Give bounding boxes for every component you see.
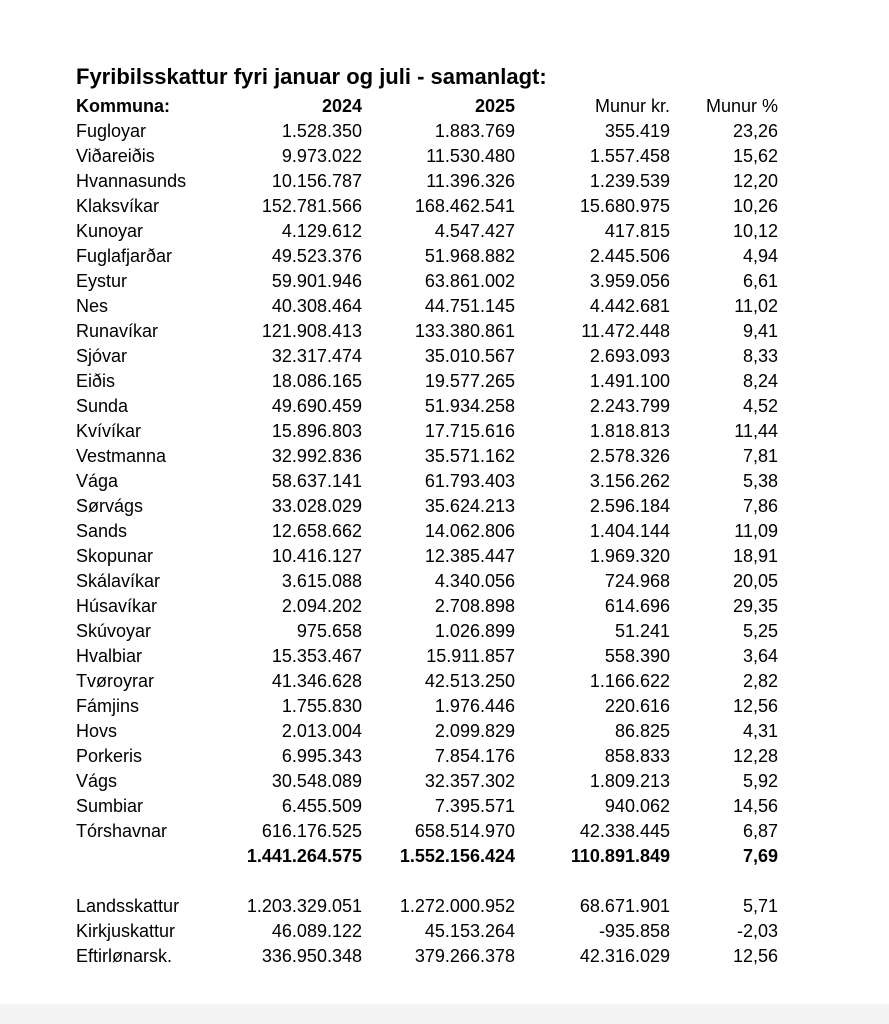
table-row <box>76 369 778 394</box>
value-2024-cell: 32.992.836 <box>271 446 362 466</box>
diff-kr-cell: 1.166.622 <box>589 671 670 691</box>
diff-kr-cell: 1.969.320 <box>589 546 670 566</box>
value-2025-cell: 35.571.162 <box>424 446 515 466</box>
diff-kr-cell: -935.858 <box>598 921 670 941</box>
value-2024-cell: 46.089.122 <box>271 921 362 941</box>
municipality-cell: Hovs <box>76 721 118 741</box>
value-2024-cell: 15.896.803 <box>271 421 362 441</box>
total-row <box>76 844 778 869</box>
header-diff-kr: Munur kr. <box>594 96 670 116</box>
value-2024-cell: 30.548.089 <box>271 771 362 791</box>
value-2025-cell: 45.153.264 <box>424 921 515 941</box>
diff-kr-cell: 11.472.448 <box>581 321 670 341</box>
municipality-cell: Kirkjuskattur <box>76 921 176 941</box>
diff-kr-cell: 724.968 <box>604 571 670 591</box>
diff-kr-cell: 355.419 <box>604 121 670 141</box>
municipality-cell: Húsavíkar <box>76 596 158 616</box>
value-2024-cell: 1.441.264.575 <box>246 846 362 866</box>
diff-pct-cell: 8,33 <box>742 346 778 366</box>
municipality-cell: Sjóvar <box>76 346 128 366</box>
value-2025-cell: 1.552.156.424 <box>399 846 515 866</box>
municipality-cell: Nes <box>76 296 109 316</box>
value-2025-cell: 7.395.571 <box>434 796 515 816</box>
diff-pct-cell: 4,52 <box>742 396 778 416</box>
value-2025-cell: 51.934.258 <box>424 396 515 416</box>
diff-pct-cell: 18,91 <box>732 546 778 566</box>
value-2024-cell: 49.523.376 <box>271 246 362 266</box>
diff-pct-cell: -2,03 <box>736 921 778 941</box>
value-2024-cell: 9.973.022 <box>281 146 362 166</box>
diff-pct-cell: 5,71 <box>742 896 778 916</box>
table-row <box>76 244 778 269</box>
diff-kr-cell: 2.693.093 <box>589 346 670 366</box>
value-2024-cell: 121.908.413 <box>261 321 362 341</box>
diff-pct-cell: 12,28 <box>732 746 778 766</box>
value-2024-cell: 33.028.029 <box>271 496 362 516</box>
tax-table-body <box>76 94 778 969</box>
value-2024-cell: 1.528.350 <box>281 121 362 141</box>
value-2024-cell: 975.658 <box>296 621 362 641</box>
diff-kr-cell: 86.825 <box>614 721 670 741</box>
value-2024-cell: 336.950.348 <box>261 946 362 966</box>
table-row <box>76 169 778 194</box>
value-2024-cell: 12.658.662 <box>271 521 362 541</box>
value-2024-cell: 10.416.127 <box>271 546 362 566</box>
value-2025-cell: 63.861.002 <box>424 271 515 291</box>
table-row <box>76 719 778 744</box>
diff-pct-cell: 8,24 <box>742 371 778 391</box>
diff-kr-cell: 1.818.813 <box>589 421 670 441</box>
municipality-cell: Tvøroyrar <box>76 671 154 691</box>
other-tax-row <box>76 944 778 969</box>
value-2025-cell: 44.751.145 <box>424 296 515 316</box>
municipality-cell: Klaksvíkar <box>76 196 160 216</box>
diff-pct-cell: 7,86 <box>742 496 778 516</box>
diff-pct-cell: 5,25 <box>742 621 778 641</box>
municipality-cell: Runavíkar <box>76 321 159 341</box>
diff-kr-cell: 3.156.262 <box>589 471 670 491</box>
value-2024-cell: 41.346.628 <box>271 671 362 691</box>
municipality-cell: Kunoyar <box>76 221 144 241</box>
table-row <box>76 544 778 569</box>
municipality-cell: Sumbiar <box>76 796 144 816</box>
other-tax-row <box>76 894 778 919</box>
table-row <box>76 319 778 344</box>
diff-kr-cell: 1.404.144 <box>589 521 670 541</box>
value-2024-cell: 40.308.464 <box>271 296 362 316</box>
value-2024-cell: 2.013.004 <box>281 721 362 741</box>
diff-kr-cell: 614.696 <box>604 596 670 616</box>
diff-kr-cell: 15.680.975 <box>579 196 670 216</box>
table-row <box>76 794 778 819</box>
value-2024-cell: 18.086.165 <box>271 371 362 391</box>
table-row <box>76 419 778 444</box>
value-2024-cell: 32.317.474 <box>271 346 362 366</box>
diff-pct-cell: 11,09 <box>734 521 778 541</box>
value-2025-cell: 14.062.806 <box>424 521 515 541</box>
municipality-cell <box>76 844 226 869</box>
diff-kr-cell: 2.596.184 <box>589 496 670 516</box>
diff-pct-cell: 5,92 <box>742 771 778 791</box>
diff-pct-cell: 7,69 <box>742 846 778 866</box>
municipality-cell: Hvalbiar <box>76 646 143 666</box>
municipality-cell: Skopunar <box>76 546 154 566</box>
diff-pct-cell: 12,56 <box>732 946 778 966</box>
diff-kr-cell: 4.442.681 <box>589 296 670 316</box>
diff-kr-cell: 42.338.445 <box>579 821 670 841</box>
table-row <box>76 469 778 494</box>
spacer-row <box>76 869 778 894</box>
value-2025-cell: 11.530.480 <box>426 146 515 166</box>
diff-pct-cell: 10,26 <box>732 196 778 216</box>
other-tax-row <box>76 919 778 944</box>
diff-pct-cell: 6,61 <box>742 271 778 291</box>
value-2024-cell: 58.637.141 <box>271 471 362 491</box>
header-row <box>76 94 778 119</box>
value-2025-cell: 61.793.403 <box>424 471 515 491</box>
header-municipality: Kommuna: <box>76 96 170 116</box>
page-bottom-edge <box>0 1004 889 1024</box>
diff-pct-cell: 20,05 <box>732 571 778 591</box>
value-2024-cell: 616.176.525 <box>261 821 362 841</box>
value-2025-cell: 51.968.882 <box>424 246 515 266</box>
diff-kr-cell: 2.445.506 <box>589 246 670 266</box>
diff-kr-cell: 1.239.539 <box>589 171 670 191</box>
value-2025-cell: 35.010.567 <box>424 346 515 366</box>
municipality-cell: Eystur <box>76 271 128 291</box>
value-2025-cell: 168.462.541 <box>414 196 515 216</box>
municipality-cell: Porkeris <box>76 746 143 766</box>
diff-kr-cell: 1.557.458 <box>589 146 670 166</box>
value-2025-cell: 19.577.265 <box>424 371 515 391</box>
value-2024-cell: 4.129.612 <box>281 221 362 241</box>
municipality-cell: Eftirlønarsk. <box>76 946 173 966</box>
value-2024-cell: 10.156.787 <box>271 171 362 191</box>
diff-pct-cell: 4,31 <box>742 721 778 741</box>
value-2025-cell: 7.854.176 <box>434 746 515 766</box>
municipality-cell: Sunda <box>76 396 129 416</box>
table-row <box>76 744 778 769</box>
table-row <box>76 444 778 469</box>
value-2025-cell: 2.708.898 <box>434 596 515 616</box>
header-2024: 2024 <box>321 96 362 116</box>
diff-kr-cell: 1.491.100 <box>589 371 670 391</box>
value-2025-cell: 133.380.861 <box>414 321 515 341</box>
table-row <box>76 219 778 244</box>
value-2025-cell: 4.340.056 <box>434 571 515 591</box>
diff-kr-cell: 2.578.326 <box>589 446 670 466</box>
diff-kr-cell: 51.241 <box>614 621 670 641</box>
diff-pct-cell: 11,02 <box>734 296 778 316</box>
table-row <box>76 644 778 669</box>
value-2025-cell: 379.266.378 <box>414 946 515 966</box>
municipality-cell: Fugloyar <box>76 121 147 141</box>
municipality-cell: Vága <box>76 471 119 491</box>
diff-pct-cell: 11,44 <box>734 421 778 441</box>
value-2024-cell: 6.995.343 <box>281 746 362 766</box>
diff-kr-cell: 558.390 <box>604 646 670 666</box>
table-row <box>76 669 778 694</box>
value-2024-cell: 1.203.329.051 <box>246 896 362 916</box>
value-2024-cell: 2.094.202 <box>281 596 362 616</box>
value-2025-cell: 11.396.326 <box>426 171 515 191</box>
diff-pct-cell: 12,20 <box>732 171 778 191</box>
table-row <box>76 769 778 794</box>
diff-pct-cell: 5,38 <box>742 471 778 491</box>
table-row <box>76 519 778 544</box>
header-diff-pct: Munur % <box>705 96 778 116</box>
value-2025-cell: 2.099.829 <box>434 721 515 741</box>
table-row <box>76 494 778 519</box>
diff-kr-cell: 68.671.901 <box>579 896 670 916</box>
municipality-cell: Kvívíkar <box>76 421 142 441</box>
municipality-cell: Skálavíkar <box>76 571 161 591</box>
table-row <box>76 619 778 644</box>
diff-pct-cell: 3,64 <box>742 646 778 666</box>
diff-kr-cell: 417.815 <box>604 221 670 241</box>
municipality-cell: Tórshavnar <box>76 821 168 841</box>
table-row <box>76 394 778 419</box>
value-2025-cell: 15.911.857 <box>426 646 515 666</box>
diff-pct-cell: 4,94 <box>742 246 778 266</box>
value-2025-cell: 1.976.446 <box>434 696 515 716</box>
header-2025: 2025 <box>474 96 515 116</box>
diff-pct-cell: 2,82 <box>742 671 778 691</box>
diff-kr-cell: 42.316.029 <box>579 946 670 966</box>
value-2025-cell: 1.026.899 <box>434 621 515 641</box>
table-row <box>76 144 778 169</box>
diff-kr-cell: 858.833 <box>604 746 670 766</box>
diff-kr-cell: 1.809.213 <box>589 771 670 791</box>
diff-kr-cell: 940.062 <box>604 796 670 816</box>
municipality-cell: Viðareiðis <box>76 146 155 166</box>
municipality-cell: Eiðis <box>76 371 116 391</box>
diff-pct-cell: 9,41 <box>742 321 778 341</box>
municipality-cell: Hvannasunds <box>76 171 187 191</box>
municipality-cell: Vestmanna <box>76 446 167 466</box>
municipality-cell: Fuglafjarðar <box>76 246 173 266</box>
value-2025-cell: 12.385.447 <box>424 546 515 566</box>
value-2024-cell: 1.755.830 <box>281 696 362 716</box>
table-row <box>76 194 778 219</box>
value-2024-cell: 3.615.088 <box>281 571 362 591</box>
table-row <box>76 819 778 844</box>
diff-pct-cell: 12,56 <box>732 696 778 716</box>
municipality-cell: Sands <box>76 521 128 541</box>
municipality-cell: Fámjins <box>76 696 140 716</box>
table-row <box>76 569 778 594</box>
diff-pct-cell: 15,62 <box>732 146 778 166</box>
diff-kr-cell: 2.243.799 <box>589 396 670 416</box>
diff-pct-cell: 23,26 <box>732 121 778 141</box>
value-2025-cell: 1.883.769 <box>434 121 515 141</box>
tax-table <box>76 94 778 969</box>
value-2025-cell: 35.624.213 <box>424 496 515 516</box>
diff-pct-cell: 7,81 <box>742 446 778 466</box>
diff-pct-cell: 10,12 <box>732 221 778 241</box>
table-row <box>76 269 778 294</box>
municipality-cell: Landsskattur <box>76 896 180 916</box>
municipality-cell: Skúvoyar <box>76 621 152 641</box>
diff-pct-cell: 29,35 <box>732 596 778 616</box>
spacer-cell <box>76 869 778 894</box>
value-2025-cell: 1.272.000.952 <box>399 896 515 916</box>
document-title: Fyribilsskattur fyri januar og juli - samanlagt: <box>76 64 547 89</box>
value-2024-cell: 59.901.946 <box>271 271 362 291</box>
diff-kr-cell: 3.959.056 <box>589 271 670 291</box>
value-2025-cell: 42.513.250 <box>424 671 515 691</box>
table-row <box>76 694 778 719</box>
value-2025-cell: 658.514.970 <box>414 821 515 841</box>
table-row <box>76 119 778 144</box>
municipality-cell: Sørvágs <box>76 496 144 516</box>
value-2024-cell: 49.690.459 <box>271 396 362 416</box>
value-2024-cell: 15.353.467 <box>271 646 362 666</box>
diff-kr-cell: 110.891.849 <box>570 846 670 866</box>
value-2024-cell: 6.455.509 <box>281 796 362 816</box>
table-row <box>76 594 778 619</box>
diff-pct-cell: 6,87 <box>742 821 778 841</box>
value-2025-cell: 17.715.616 <box>424 421 515 441</box>
value-2024-cell: 152.781.566 <box>261 196 362 216</box>
municipality-cell: Vágs <box>76 771 118 791</box>
value-2025-cell: 32.357.302 <box>424 771 515 791</box>
value-2025-cell: 4.547.427 <box>434 221 515 241</box>
table-row <box>76 294 778 319</box>
diff-kr-cell: 220.616 <box>604 696 670 716</box>
diff-pct-cell: 14,56 <box>732 796 778 816</box>
table-row <box>76 344 778 369</box>
